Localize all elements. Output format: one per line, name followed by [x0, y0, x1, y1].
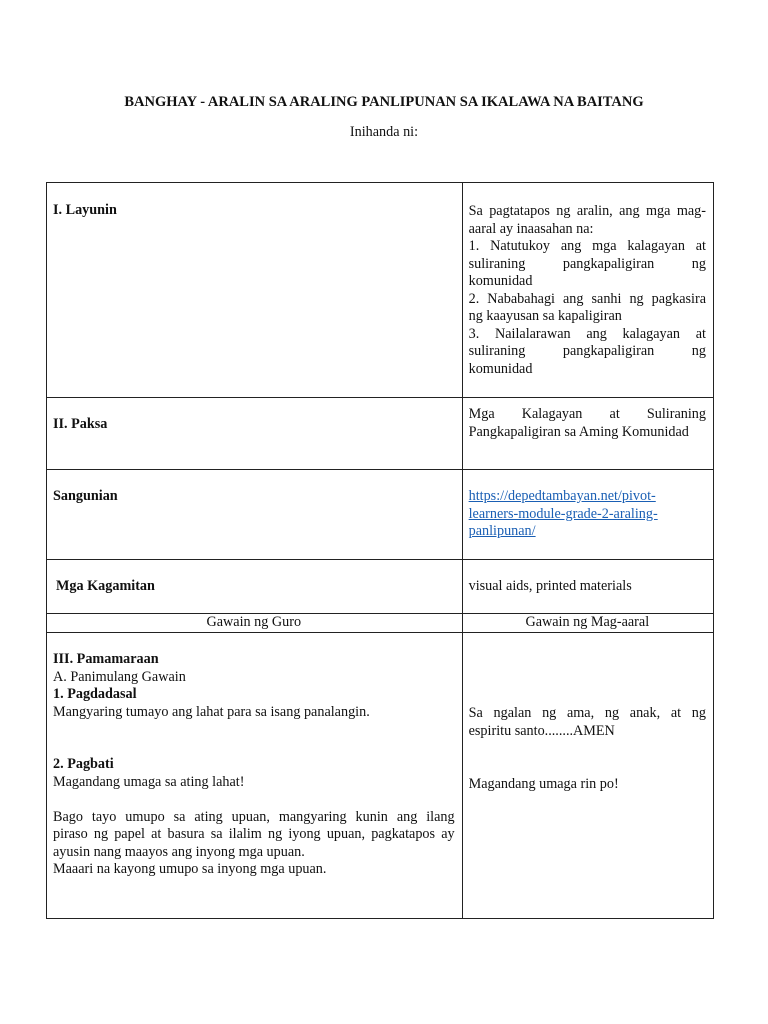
paksa-line-1: Mga Kalagayan at Suliraning [468, 406, 706, 422]
kagamitan-content-cell [462, 560, 713, 614]
layunin-label-cell [47, 183, 463, 398]
layunin-intro-line-1: Sa pagtatapos ng aralin, ang mga mag- [468, 203, 706, 219]
objective-3-line-1: 3. Nailalarawan ang kalagayan at [468, 325, 706, 342]
instruction-line-3: ayusin nang maayos ang inyong mga upuan. [53, 843, 305, 860]
teacher-activities-cell [47, 633, 463, 919]
objective-3-line-2: suliraning pangkapaligiran ng [468, 343, 706, 359]
instruction-line-4: Maaari na kayong umupo sa inyong mga upuan. [53, 861, 327, 877]
row-kagamitan [47, 560, 714, 614]
objective-2-line-1: 2. Nababahagi ang sanhi ng pagkasira [468, 290, 706, 307]
sangunian-label: Sangunian [53, 488, 118, 504]
pagdadasal-student-line-2: espiritu santo........AMEN [468, 722, 615, 739]
header-gawain-mag-aaral: Gawain ng Mag-aaral [462, 614, 713, 633]
paksa-content-cell [462, 398, 713, 470]
sangunian-content-cell [462, 470, 713, 560]
row-sangunian [47, 470, 714, 560]
source-link-line-1: https://depedtambayan.net/pivot- [468, 488, 656, 504]
source-link[interactable] [469, 488, 658, 539]
layunin-content-cell [462, 183, 713, 398]
row-column-headers [47, 614, 714, 633]
source-link-line-2: learners-module-grade-2-araling- [468, 505, 658, 522]
layunin-intro-line-2: aaral ay inaasahan na: [468, 220, 594, 237]
row-pamamaraan [47, 633, 714, 919]
kagamitan-value: visual aids, printed materials [468, 578, 632, 594]
row-layunin [47, 183, 714, 398]
kagamitan-label: Mga Kagamitan [56, 578, 155, 594]
pamamaraan-heading: III. Pamamaraan [53, 651, 159, 667]
panimulang-gawain: A. Panimulang Gawain [53, 668, 186, 685]
paksa-label-cell [47, 398, 463, 470]
pagdadasal-student-line-1: Sa ngalan ng ama, ng anak, at ng [468, 705, 706, 721]
lesson-plan-table [46, 182, 714, 919]
layunin-label: I. Layunin [53, 202, 117, 218]
paksa-line-2: Pangkapaligiran sa Aming Komunidad [468, 423, 689, 440]
document-title: BANGHAY - ARALIN SA ARALING PANLIPUNAN SA IKALAWA NA BAITANG [124, 94, 644, 110]
pagbati-teacher-text: Magandang umaga sa ating lahat! [53, 773, 245, 790]
kagamitan-label-cell [47, 560, 463, 614]
prepared-by: Inihanda ni: [349, 124, 419, 140]
source-link-line-3: panlipunan/ [468, 523, 536, 539]
pagbati-title: 2. Pagbati [53, 756, 114, 772]
pagdadasal-teacher-text: Mangyaring tumayo ang lahat para sa isang panalangin. [53, 703, 370, 720]
row-paksa [47, 398, 714, 470]
instruction-line-2: piraso ng papel at basura sa ilalim ng iyong upuan, pagkatapos ay [53, 826, 455, 842]
pagdadasal-title: 1. Pagdadasal [53, 686, 137, 702]
pagbati-student-text: Magandang umaga rin po! [468, 776, 619, 792]
paksa-label: II. Paksa [53, 416, 108, 432]
student-activities-cell [462, 633, 713, 919]
objective-3-line-3: komunidad [468, 360, 533, 377]
sangunian-label-cell [47, 470, 463, 560]
objective-1-line-3: komunidad [468, 273, 533, 289]
header-gawain-guro: Gawain ng Guro [47, 614, 463, 633]
objective-2-line-2: ng kaayusan sa kapaligiran [468, 308, 622, 324]
objective-1-line-1: 1. Natutukoy ang mga kalagayan at [468, 238, 706, 254]
instruction-line-1: Bago tayo umupo sa ating upuan, mangyaring kunin ang ilang [53, 808, 455, 825]
objective-1-line-2: suliraning pangkapaligiran ng [468, 255, 706, 272]
